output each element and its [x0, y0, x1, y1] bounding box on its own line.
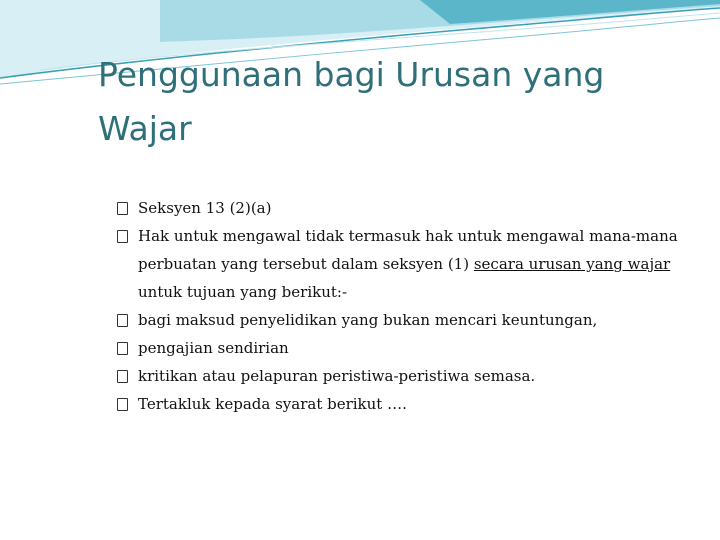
square-bullet-icon — [117, 314, 128, 327]
bullet-text-after: untuk tujuan yang berikut:- — [138, 283, 348, 301]
bullet-text: kritikan atau pelapuran peristiwa-peristiwa semasa. — [138, 367, 536, 385]
bullet-list — [117, 194, 697, 418]
bullet-text: Seksyen 13 (2)(a) — [138, 199, 272, 217]
square-bullet-icon — [117, 230, 128, 243]
square-bullet-icon — [117, 342, 128, 355]
bullet-text-before: Hak untuk mengawal tidak termasuk hak untuk mengawal mana-mana perbuatan yang tersebut dalam seksyen (1) — [138, 227, 678, 273]
bullet-item-pengajian — [117, 334, 697, 362]
bullet-item-penyelidikan — [117, 306, 697, 334]
bullet-text-underlined: secara urusan yang wajar — [473, 255, 671, 273]
bullet-text: Tertakluk kepada syarat berikut …. — [138, 395, 407, 413]
title-line-2: Wajar — [98, 109, 192, 148]
bullet-item-seksyen — [117, 194, 697, 222]
slide-title — [98, 48, 698, 156]
bullet-text: pengajian sendirian — [138, 339, 289, 357]
title-line-1: Penggunaan bagi Urusan yang — [98, 55, 605, 94]
bullet-text: bagi maksud penyelidikan yang bukan mencari keuntungan, — [138, 311, 598, 329]
square-bullet-icon — [117, 398, 128, 411]
square-bullet-icon — [117, 202, 128, 215]
square-bullet-icon — [117, 370, 128, 383]
bullet-item-hak — [117, 222, 697, 306]
bullet-item-kritikan — [117, 362, 697, 390]
bullet-item-tertakluk — [117, 390, 697, 418]
